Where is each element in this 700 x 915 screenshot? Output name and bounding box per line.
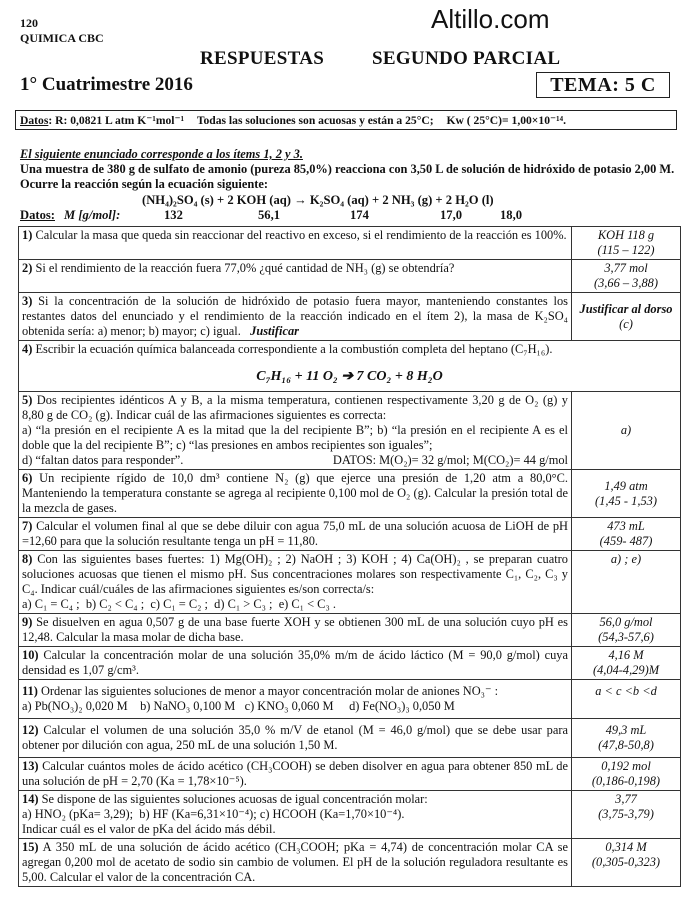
question-text bbox=[19, 839, 572, 887]
option-b: b) HF (Ka=6,31×10⁻⁴); bbox=[139, 807, 257, 821]
answer-range: (0,186-0,198) bbox=[591, 774, 661, 788]
question-row bbox=[19, 791, 681, 839]
question-body: Calcular la masa que queda sin reaccionar del reactivo en exceso, si el rendimiento de la reacción es 100%. bbox=[35, 228, 567, 242]
answer-cell bbox=[572, 614, 681, 647]
molar-value: 18,0 bbox=[500, 208, 523, 222]
question-number: 10) bbox=[22, 648, 39, 662]
answer-value: 3,77 mol bbox=[604, 261, 648, 275]
question-text bbox=[19, 518, 572, 551]
answer-cell bbox=[572, 839, 681, 887]
gas-constant: : R: 0,0821 L atm K⁻¹mol⁻¹ bbox=[48, 114, 185, 127]
question-row bbox=[19, 614, 681, 647]
question-row bbox=[19, 758, 681, 791]
answer-value: 56,0 g/mol bbox=[599, 615, 653, 629]
question-number: 13) bbox=[22, 759, 39, 773]
intro-block bbox=[20, 147, 680, 192]
option-b: b) C₂ < C₄ ; bbox=[85, 597, 145, 611]
option-d: d) “faltan datos para responder”. bbox=[22, 453, 184, 467]
question-body: A 350 mL de una solución de ácido acético (CH₃COOH; pKa = 4,74) de concentración molar CA se agregan 0,200 mol de acetato de sodio sin cambio de volumen. El pH de la solución reguladora resultante es 5,00. Calcular el valor de la concentración CA. bbox=[22, 840, 568, 884]
answer-cell bbox=[572, 392, 681, 470]
option-d: d) C₁ > C₃ ; bbox=[214, 597, 273, 611]
question-row bbox=[19, 719, 681, 758]
question-row bbox=[19, 551, 681, 614]
molar-unit: M [g/mol]: bbox=[64, 208, 121, 222]
answer-range: (0,305-0,323) bbox=[591, 855, 661, 869]
answer-value: a) bbox=[620, 423, 632, 437]
question-row bbox=[19, 518, 681, 551]
question-row bbox=[19, 839, 681, 887]
question-row bbox=[19, 680, 681, 719]
question-number: 14) bbox=[22, 792, 39, 806]
answer-range: (115 – 122) bbox=[597, 243, 655, 257]
question-text bbox=[19, 791, 572, 839]
option-a: a) “la presión en el recipiente A es la mitad que la del recipiente B”; bbox=[22, 423, 374, 437]
answer-value: a) ; e) bbox=[610, 552, 642, 566]
questions-table bbox=[18, 226, 681, 887]
question-body: Se dispone de las siguientes soluciones acuosas de igual concentración molar: bbox=[41, 792, 428, 806]
question-number: 6) bbox=[22, 471, 33, 485]
question-number: 4) bbox=[22, 342, 33, 356]
answer-cell bbox=[572, 470, 681, 518]
option-b: b) NaNO₃ 0,100 M bbox=[140, 699, 236, 713]
question-body: Calcular el volumen final al que se debe diluir con agua 75,0 mL de una solución acuosa de LiOH de pH =12,60 para que la solución resultante tenga un pH = 11,80. bbox=[22, 519, 568, 548]
molar-masses bbox=[20, 208, 522, 223]
question-number: 8) bbox=[22, 552, 33, 566]
answer-range: (54,3-57,6) bbox=[598, 630, 654, 644]
question-body: Con las siguientes bases fuertes: 1) Mg(OH)₂ ; 2) NaOH ; 3) KOH ; 4) Ca(OH)₂ , se preparan cuatro soluciones acuosas que tienen el mismo pH. Sus concentraciones molares son respectivamente C₁, C₂, C₃ y C₄. Indicar cuál/cuáles de las afirmaciones siguientes es/son correcta/s: bbox=[22, 552, 568, 596]
question-row bbox=[19, 392, 681, 470]
question-text bbox=[19, 647, 572, 680]
option-c: c) “las presiones en ambos recipientes son iguales”; bbox=[176, 438, 433, 452]
title-parcial: SEGUNDO PARCIAL bbox=[372, 48, 561, 69]
combustion-answer: C₇H₁₆ + 11 O₂ ➔ 7 CO₂ + 8 H₂O bbox=[256, 369, 443, 384]
answer-cell bbox=[572, 518, 681, 551]
intro-text: Una muestra de 380 g de sulfato de amonio (pureza 85,0%) reacciona con 3,50 L de solución de hidróxido de potasio 2,00 M. Ocurre la reacción según la ecuación siguiente: bbox=[20, 162, 675, 191]
answer-value: 49,3 mL bbox=[605, 723, 647, 737]
option-e: e) C₁ < C₃ . bbox=[278, 597, 336, 611]
justify-label: Justificar bbox=[250, 324, 300, 338]
question-row bbox=[19, 341, 681, 392]
question-text bbox=[19, 614, 572, 647]
answer-value: a < c <b <d bbox=[595, 684, 657, 698]
question-text bbox=[19, 680, 572, 719]
reaction-equation: (NH₄)₂SO₄ (s) + 2 KOH (aq) → K₂SO₄ (aq) + 2 NH₃ (g) + 2 H₂O (l) bbox=[142, 193, 494, 207]
answer-value: 0,192 mol bbox=[601, 759, 651, 773]
molar-value: 174 bbox=[350, 208, 369, 222]
question-prompt: Indicar cuál es el valor de pKa del ácido más débil. bbox=[22, 822, 276, 836]
solutions-note: Todas las soluciones son acuosas y están a 25°C; bbox=[196, 114, 434, 127]
answer-cell bbox=[572, 647, 681, 680]
answer-cell bbox=[572, 551, 681, 614]
answer-range: (c) bbox=[619, 316, 633, 331]
answer-range: (1,45 - 1,53) bbox=[595, 493, 657, 508]
option-d: d) Fe(NO₃)₃ 0,050 M bbox=[349, 699, 455, 713]
molar-value: 56,1 bbox=[258, 208, 281, 222]
question-row bbox=[19, 647, 681, 680]
question-row bbox=[19, 470, 681, 518]
answer-value: 1,49 atm bbox=[604, 478, 648, 493]
question-number: 7) bbox=[22, 519, 33, 533]
answer-value: 4,16 M bbox=[608, 648, 644, 662]
answer-range: (3,66 – 3,88) bbox=[593, 276, 658, 290]
option-a: a) Pb(NO₃)₂ 0,020 M bbox=[22, 699, 128, 713]
question-number: 15) bbox=[22, 840, 39, 854]
question-row bbox=[19, 293, 681, 341]
option-c: c) HCOOH (Ka=1,70×10⁻⁴). bbox=[259, 807, 405, 821]
answer-value: 473 mL bbox=[607, 519, 645, 533]
question-number: 11) bbox=[22, 684, 38, 698]
molar-label: Datos: bbox=[20, 208, 55, 222]
question-number: 2) bbox=[22, 261, 33, 275]
answer-value: 0,314 M bbox=[605, 840, 647, 854]
option-a: a) HNO₂ (pKa= 3,29); bbox=[22, 807, 134, 821]
site-watermark: Altillo.com bbox=[431, 4, 550, 34]
answer-range: (459- 487) bbox=[599, 534, 653, 548]
question-text bbox=[19, 470, 572, 518]
answer-value: 3,77 bbox=[615, 792, 637, 806]
question-data: DATOS: M(O₂)= 32 g/mol; M(CO₂)= 44 g/mol bbox=[332, 453, 568, 467]
question-number: 9) bbox=[22, 615, 33, 629]
answer-cell bbox=[572, 293, 681, 341]
question-body: Si el rendimiento de la reacción fuera 77,0% ¿qué cantidad de NH₃ (g) se obtendría? bbox=[35, 261, 455, 275]
datos-box bbox=[15, 110, 677, 130]
answer-cell bbox=[572, 260, 681, 293]
tema-box: TEMA: 5 C bbox=[536, 72, 670, 98]
answer-cell bbox=[572, 758, 681, 791]
question-body: Si la concentración de la solución de hidróxido de potasio fuera mayor, manteniendo constantes los restantes datos del enunciado y el rendimiento de la reacción indicado en el ítem 2), la masa de K₂SO₄ obtenida sería: a) menor; b) mayor; c) igual. bbox=[22, 294, 568, 338]
answer-range: (47,8-50,8) bbox=[598, 738, 654, 752]
answer-value: Justificar al dorso bbox=[579, 301, 673, 316]
question-number: 12) bbox=[22, 723, 39, 737]
title-respuestas: RESPUESTAS bbox=[200, 48, 325, 69]
answer-cell bbox=[572, 227, 681, 260]
question-text bbox=[19, 758, 572, 791]
kw-value: Kw ( 25°C)= 1,00×10⁻¹⁴. bbox=[446, 114, 566, 127]
question-body: Calcular el volumen de una solución 35,0 % m/V de etanol (M = 46,0 g/mol) que se debe usar para obtener por dilución con agua, 250 mL de una solución 1,50 M. bbox=[22, 723, 568, 752]
molar-value: 132 bbox=[164, 208, 183, 222]
question-number: 3) bbox=[22, 294, 33, 308]
question-body: Calcular la concentración molar de una solución 35,0% m/m de ácido láctico (M = 90,0 g/mol) cuya densidad es 1,07 g/cm³. bbox=[22, 648, 568, 677]
answer-range: (3,75-3,79) bbox=[598, 807, 654, 821]
question-text bbox=[19, 719, 572, 758]
answer-cell bbox=[572, 791, 681, 839]
page-number: 120 bbox=[20, 16, 38, 30]
intro-heading: El siguiente enunciado corresponde a los ítems 1, 2 y 3. bbox=[20, 147, 303, 161]
question-text bbox=[19, 341, 681, 392]
question-row bbox=[19, 260, 681, 293]
term-label: 1° Cuatrimestre 2016 bbox=[20, 74, 193, 95]
question-body: Escribir la ecuación química balanceada correspondiente a la combustión completa del heptano (C₇H₁₆). bbox=[35, 342, 553, 356]
question-text bbox=[19, 392, 572, 470]
question-number: 5) bbox=[22, 393, 33, 407]
option-c: c) C₁ = C₂ ; bbox=[150, 597, 208, 611]
answer-value: KOH 118 g bbox=[597, 228, 655, 242]
question-text bbox=[19, 293, 572, 341]
question-number: 1) bbox=[22, 228, 33, 242]
course-name: QUIMICA CBC bbox=[20, 31, 104, 45]
answer-range: (4,04-4,29)M bbox=[592, 663, 660, 677]
option-a: a) C₁ = C₄ ; bbox=[22, 597, 80, 611]
molar-value: 17,0 bbox=[440, 208, 463, 222]
answer-cell bbox=[572, 680, 681, 719]
question-text bbox=[19, 227, 572, 260]
question-body: Se disuelven en agua 0,507 g de una base fuerte XOH y se obtienen 300 mL de una solución cuyo pH es 12,48. Calcular la masa molar de dicha base. bbox=[22, 615, 568, 644]
option-b: b) “la presión en el recipiente A es el doble que la del recipiente B”; bbox=[22, 423, 568, 452]
question-body: Dos recipientes idénticos A y B, a la misma temperatura, contienen respectivamente 3,20 g de O₂ (g) y 8,80 g de CO₂ (g). Indicar cuál de las afirmaciones siguientes es correcta: bbox=[22, 393, 568, 422]
answer-cell bbox=[572, 719, 681, 758]
question-body: Un recipiente rígido de 10,0 dm³ contiene N₂ (g) que ejerce una presión de 1,20 atm a 80,0°C. Manteniendo la temperatura constante se agrega al recipiente 0,100 mol de O₂ (g). Calcular la presión total de la mezcla de gases. bbox=[22, 471, 568, 515]
question-body: Ordenar las siguientes soluciones de menor a mayor concentración molar de aniones NO₃⁻ : bbox=[40, 684, 499, 698]
question-text bbox=[19, 260, 572, 293]
question-row bbox=[19, 227, 681, 260]
option-c: c) KNO₃ 0,060 M bbox=[244, 699, 334, 713]
question-body: Calcular cuántos moles de ácido acético (CH₃COOH) se deben disolver en agua para obtener 850 mL de una solución de pH = 2,70 (Ka = 1,78×10⁻⁵). bbox=[22, 759, 569, 788]
datos-label: Datos bbox=[20, 114, 49, 127]
question-text bbox=[19, 551, 572, 614]
